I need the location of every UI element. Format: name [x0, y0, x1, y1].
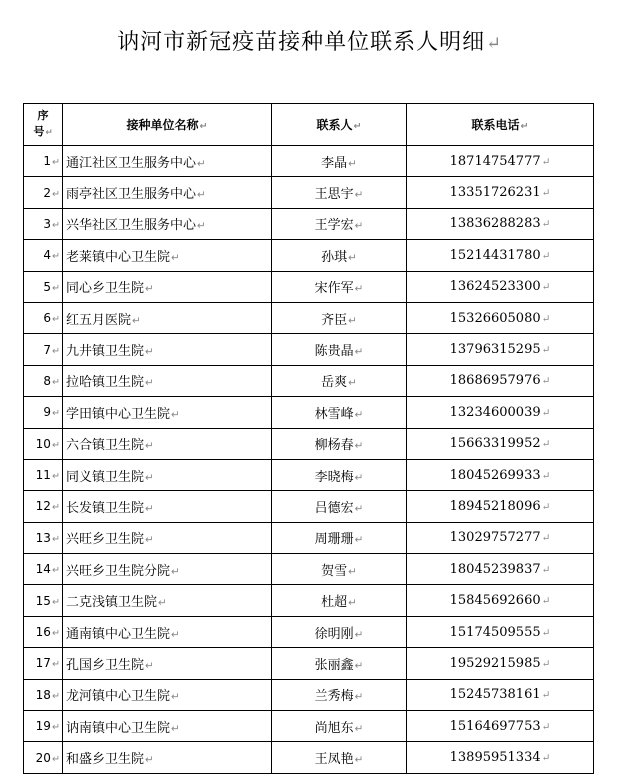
return-mark-icon: ↵ — [353, 121, 362, 132]
table-row — [24, 616, 594, 647]
row-index: 17 — [35, 656, 51, 671]
table-row — [24, 146, 594, 177]
row-contact-person: 孙琪 — [321, 249, 348, 265]
return-mark-icon: ↵ — [51, 753, 60, 765]
row-phone-number: 13895951334 — [449, 750, 541, 766]
return-mark-icon: ↵ — [171, 628, 180, 641]
row-unit-name-cell — [63, 177, 272, 208]
return-mark-icon: ↵ — [51, 157, 60, 169]
row-phone-number-cell — [407, 428, 594, 459]
row-unit-name-cell — [63, 302, 272, 333]
row-phone-number-cell — [407, 711, 594, 742]
row-unit-name-cell — [63, 522, 272, 553]
row-index-cell — [24, 522, 63, 553]
return-mark-icon: ↵ — [348, 597, 357, 610]
row-phone-number: 15245738161 — [449, 687, 541, 703]
row-phone-number-cell — [407, 240, 594, 271]
table-row — [24, 334, 594, 365]
table-row — [24, 491, 594, 522]
return-mark-icon: ↵ — [348, 377, 357, 390]
row-unit-name-cell — [63, 554, 272, 585]
row-phone-number-cell — [407, 271, 594, 302]
row-contact-person: 岳爽 — [321, 375, 348, 391]
row-index: 15 — [35, 593, 51, 608]
row-unit-name: 兴华社区卫生服务中心 — [66, 218, 197, 234]
return-mark-icon: ↵ — [348, 565, 357, 578]
return-mark-icon: ↵ — [541, 249, 551, 262]
return-mark-icon: ↵ — [541, 406, 551, 419]
table-row — [24, 365, 594, 396]
row-index: 14 — [35, 562, 51, 577]
row-contact-person: 宋作军 — [314, 281, 354, 297]
return-mark-icon: ↵ — [171, 565, 180, 578]
row-unit-name-cell — [63, 428, 272, 459]
row-index: 7 — [43, 342, 51, 357]
row-unit-name-cell — [63, 742, 272, 773]
return-mark-icon: ↵ — [51, 251, 60, 263]
row-phone-number-cell — [407, 397, 594, 428]
row-index-cell — [24, 491, 63, 522]
header-unit-text: 接种单位名称 — [126, 118, 199, 132]
return-mark-icon: ↵ — [197, 157, 206, 170]
row-unit-name: 红五月医院 — [66, 312, 132, 328]
row-phone-number-cell — [407, 554, 594, 585]
return-mark-icon: ↵ — [145, 377, 154, 390]
header-phone-text: 联系电话 — [471, 118, 520, 132]
return-mark-icon: ↵ — [354, 346, 364, 359]
row-unit-name: 二克浅镇卫生院 — [66, 595, 158, 611]
header-unit — [63, 104, 272, 146]
row-unit-name-cell — [63, 146, 272, 177]
return-mark-icon: ↵ — [171, 408, 180, 421]
row-phone-number-cell — [407, 302, 594, 333]
row-contact-person: 李晓梅 — [314, 469, 354, 485]
row-phone-number: 18945218096 — [449, 498, 541, 514]
return-mark-icon: ↵ — [145, 754, 154, 767]
row-unit-name: 兴旺乡卫生院分院 — [66, 563, 171, 579]
row-phone-number-cell — [407, 146, 594, 177]
row-unit-name: 长发镇卫生院 — [66, 500, 145, 516]
row-index: 18 — [35, 687, 51, 702]
row-contact-person-cell — [272, 271, 407, 302]
row-contact-person-cell — [272, 240, 407, 271]
return-mark-icon: ↵ — [51, 690, 60, 702]
table-row — [24, 554, 594, 585]
row-phone-number: 13624523300 — [449, 279, 541, 295]
row-index: 8 — [43, 373, 51, 388]
row-contact-person-cell — [272, 459, 407, 490]
row-index: 4 — [43, 248, 51, 263]
header-index — [24, 104, 63, 146]
row-contact-person-cell — [272, 522, 407, 553]
row-contact-person: 张丽鑫 — [314, 657, 354, 673]
header-phone — [407, 104, 594, 146]
row-index: 6 — [43, 311, 51, 326]
row-contact-person-cell — [272, 177, 407, 208]
return-mark-icon: ↵ — [51, 219, 60, 231]
return-mark-icon: ↵ — [541, 595, 551, 608]
return-mark-icon: ↵ — [199, 121, 208, 132]
row-index: 13 — [35, 530, 51, 545]
return-mark-icon: ↵ — [354, 691, 364, 704]
return-mark-icon: ↵ — [51, 471, 60, 483]
return-mark-icon: ↵ — [51, 439, 60, 451]
return-mark-icon: ↵ — [171, 722, 180, 735]
row-phone-number: 19529215985 — [449, 655, 541, 671]
row-contact-person-cell — [272, 711, 407, 742]
return-mark-icon: ↵ — [541, 626, 551, 639]
row-unit-name-cell — [63, 585, 272, 616]
return-mark-icon: ↵ — [541, 312, 551, 325]
row-unit-name-cell — [63, 240, 272, 271]
return-mark-icon: ↵ — [486, 34, 502, 54]
return-mark-icon: ↵ — [541, 438, 551, 451]
row-contact-person-cell — [272, 585, 407, 616]
return-mark-icon: ↵ — [45, 128, 53, 138]
row-unit-name: 六合镇卫生院 — [66, 438, 145, 454]
return-mark-icon: ↵ — [541, 344, 551, 357]
row-phone-number: 13796315295 — [449, 342, 541, 358]
row-contact-person: 王凤艳 — [314, 752, 354, 768]
return-mark-icon: ↵ — [354, 502, 364, 515]
row-phone-number-cell — [407, 742, 594, 773]
row-index: 5 — [43, 279, 51, 294]
row-unit-name-cell — [63, 491, 272, 522]
row-index: 2 — [43, 185, 51, 200]
return-mark-icon: ↵ — [51, 659, 60, 671]
return-mark-icon: ↵ — [541, 752, 551, 765]
return-mark-icon: ↵ — [541, 375, 551, 388]
row-unit-name: 同心乡卫生院 — [66, 281, 145, 297]
row-contact-person-cell — [272, 554, 407, 585]
return-mark-icon: ↵ — [145, 502, 154, 515]
row-index-cell — [24, 742, 63, 773]
row-unit-name-cell — [63, 459, 272, 490]
row-phone-number: 15326605080 — [449, 310, 541, 326]
row-index-cell — [24, 302, 63, 333]
row-contact-person-cell — [272, 679, 407, 710]
return-mark-icon: ↵ — [51, 502, 60, 514]
row-phone-number-cell — [407, 459, 594, 490]
row-contact-person: 柳杨春 — [314, 438, 354, 454]
row-phone-number: 15174509555 — [449, 624, 541, 640]
return-mark-icon: ↵ — [171, 691, 180, 704]
row-unit-name-cell — [63, 648, 272, 679]
row-phone-number-cell — [407, 334, 594, 365]
return-mark-icon: ↵ — [158, 597, 167, 610]
row-index-cell — [24, 271, 63, 302]
row-contact-person: 王思宇 — [314, 187, 354, 203]
return-mark-icon: ↵ — [51, 408, 60, 420]
row-phone-number-cell — [407, 648, 594, 679]
return-mark-icon: ↵ — [145, 346, 154, 359]
return-mark-icon: ↵ — [197, 189, 206, 202]
return-mark-icon: ↵ — [541, 500, 551, 513]
return-mark-icon: ↵ — [348, 157, 357, 170]
row-index-cell — [24, 616, 63, 647]
header-index-line2: 号 — [33, 125, 45, 138]
row-contact-person-cell — [272, 491, 407, 522]
table-row — [24, 711, 594, 742]
return-mark-icon: ↵ — [51, 282, 60, 294]
table-row — [24, 648, 594, 679]
return-mark-icon: ↵ — [354, 659, 364, 672]
return-mark-icon: ↵ — [197, 220, 206, 233]
return-mark-icon: ↵ — [51, 722, 60, 734]
row-index: 9 — [43, 405, 51, 420]
header-contact-text: 联系人 — [316, 118, 353, 132]
return-mark-icon: ↵ — [354, 722, 364, 735]
table-row — [24, 459, 594, 490]
return-mark-icon: ↵ — [348, 314, 357, 327]
row-unit-name: 九井镇卫生院 — [66, 344, 145, 360]
row-phone-number-cell — [407, 522, 594, 553]
row-phone-number: 18714754777 — [449, 153, 541, 169]
header-index-line1: 序 — [37, 109, 49, 122]
return-mark-icon: ↵ — [132, 314, 141, 327]
return-mark-icon: ↵ — [541, 563, 551, 576]
table-row — [24, 522, 594, 553]
return-mark-icon: ↵ — [541, 218, 551, 231]
return-mark-icon: ↵ — [171, 251, 180, 264]
row-phone-number-cell — [407, 208, 594, 239]
row-unit-name: 通南镇中心卫生院 — [66, 626, 171, 642]
row-phone-number-cell — [407, 491, 594, 522]
row-phone-number: 15845692660 — [449, 593, 541, 609]
row-index-cell — [24, 648, 63, 679]
row-index-cell — [24, 428, 63, 459]
return-mark-icon: ↵ — [354, 283, 364, 296]
row-unit-name: 龙河镇中心卫生院 — [66, 689, 171, 705]
row-index: 16 — [35, 625, 51, 640]
table-row — [24, 271, 594, 302]
row-index-cell — [24, 334, 63, 365]
row-unit-name: 通江社区卫生服务中心 — [66, 155, 197, 171]
row-contact-person: 徐明刚 — [314, 626, 354, 642]
row-contact-person: 周珊珊 — [314, 532, 354, 548]
return-mark-icon: ↵ — [51, 188, 60, 200]
return-mark-icon: ↵ — [51, 565, 60, 577]
table-row — [24, 428, 594, 459]
row-index-cell — [24, 459, 63, 490]
row-index-cell — [24, 397, 63, 428]
return-mark-icon: ↵ — [541, 281, 551, 294]
table-body — [24, 146, 594, 774]
row-contact-person: 齐臣 — [321, 312, 348, 328]
document-title — [0, 28, 619, 59]
table-row — [24, 177, 594, 208]
return-mark-icon: ↵ — [541, 155, 551, 168]
table-row — [24, 208, 594, 239]
return-mark-icon: ↵ — [348, 251, 357, 264]
table-row — [24, 302, 594, 333]
row-unit-name: 老莱镇中心卫生院 — [66, 249, 171, 265]
row-phone-number: 13836288283 — [449, 216, 541, 232]
row-index: 20 — [35, 750, 51, 765]
return-mark-icon: ↵ — [51, 628, 60, 640]
return-mark-icon: ↵ — [145, 534, 154, 547]
row-contact-person: 李晶 — [321, 155, 348, 171]
row-phone-number: 13029757277 — [449, 530, 541, 546]
row-index: 3 — [43, 216, 51, 231]
row-index: 11 — [35, 468, 51, 483]
row-unit-name-cell — [63, 679, 272, 710]
return-mark-icon: ↵ — [354, 628, 364, 641]
row-unit-name: 学田镇中心卫生院 — [66, 406, 171, 422]
return-mark-icon: ↵ — [354, 534, 364, 547]
row-unit-name-cell — [63, 334, 272, 365]
row-phone-number-cell — [407, 616, 594, 647]
row-index-cell — [24, 679, 63, 710]
row-index-cell — [24, 585, 63, 616]
row-contact-person-cell — [272, 334, 407, 365]
row-contact-person-cell — [272, 742, 407, 773]
row-phone-number: 13351726231 — [449, 185, 541, 201]
row-contact-person-cell — [272, 616, 407, 647]
return-mark-icon: ↵ — [541, 187, 551, 200]
row-phone-number-cell — [407, 365, 594, 396]
contact-table — [23, 103, 594, 774]
return-mark-icon: ↵ — [354, 220, 364, 233]
return-mark-icon: ↵ — [354, 754, 364, 767]
return-mark-icon: ↵ — [51, 345, 60, 357]
row-contact-person: 陈贵晶 — [314, 344, 354, 360]
table-row — [24, 585, 594, 616]
row-index-cell — [24, 177, 63, 208]
return-mark-icon: ↵ — [145, 659, 154, 672]
row-phone-number: 18045239837 — [449, 561, 541, 577]
row-unit-name-cell — [63, 711, 272, 742]
return-mark-icon: ↵ — [541, 657, 551, 670]
row-phone-number: 15214431780 — [449, 247, 541, 263]
row-phone-number-cell — [407, 585, 594, 616]
row-index: 1 — [43, 154, 51, 169]
row-unit-name: 兴旺乡卫生院 — [66, 532, 145, 548]
row-phone-number-cell — [407, 679, 594, 710]
row-index: 19 — [35, 719, 51, 734]
row-contact-person: 林雪峰 — [314, 406, 354, 422]
return-mark-icon: ↵ — [51, 376, 60, 388]
return-mark-icon: ↵ — [145, 283, 154, 296]
row-phone-number: 13234600039 — [449, 404, 541, 420]
row-index: 12 — [35, 499, 51, 514]
return-mark-icon: ↵ — [541, 469, 551, 482]
row-unit-name: 孔国乡卫生院 — [66, 657, 145, 673]
row-contact-person-cell — [272, 648, 407, 679]
row-contact-person: 王学宏 — [314, 218, 354, 234]
return-mark-icon: ↵ — [541, 689, 551, 702]
row-unit-name-cell — [63, 208, 272, 239]
row-unit-name: 雨亭社区卫生服务中心 — [66, 187, 197, 203]
row-unit-name-cell — [63, 616, 272, 647]
row-phone-number: 18686957976 — [449, 373, 541, 389]
return-mark-icon: ↵ — [541, 532, 551, 545]
row-phone-number: 15164697753 — [449, 718, 541, 734]
table-header-row — [24, 104, 594, 146]
row-index: 10 — [35, 436, 51, 451]
row-index-cell — [24, 365, 63, 396]
row-contact-person-cell — [272, 428, 407, 459]
return-mark-icon: ↵ — [51, 314, 60, 326]
row-contact-person: 尚旭东 — [314, 720, 354, 736]
row-unit-name: 拉哈镇卫生院 — [66, 375, 145, 391]
row-contact-person: 吕德宏 — [314, 500, 354, 516]
row-contact-person-cell — [272, 146, 407, 177]
return-mark-icon: ↵ — [354, 189, 364, 202]
row-unit-name: 和盛乡卫生院 — [66, 752, 145, 768]
return-mark-icon: ↵ — [51, 596, 60, 608]
table-row — [24, 240, 594, 271]
row-unit-name-cell — [63, 397, 272, 428]
row-unit-name-cell — [63, 365, 272, 396]
row-phone-number-cell — [407, 177, 594, 208]
row-phone-number: 15663319952 — [449, 436, 541, 452]
return-mark-icon: ↵ — [354, 408, 364, 421]
row-contact-person-cell — [272, 365, 407, 396]
header-contact — [272, 104, 407, 146]
table-row — [24, 397, 594, 428]
row-contact-person: 兰秀梅 — [314, 689, 354, 705]
row-contact-person-cell — [272, 397, 407, 428]
return-mark-icon: ↵ — [51, 533, 60, 545]
row-index-cell — [24, 240, 63, 271]
row-contact-person: 杜超 — [321, 595, 348, 611]
row-index-cell — [24, 146, 63, 177]
table-row — [24, 742, 594, 773]
row-unit-name-cell — [63, 271, 272, 302]
return-mark-icon: ↵ — [354, 440, 364, 453]
row-phone-number: 18045269933 — [449, 467, 541, 483]
row-contact-person-cell — [272, 208, 407, 239]
return-mark-icon: ↵ — [145, 440, 154, 453]
row-unit-name: 同义镇卫生院 — [66, 469, 145, 485]
return-mark-icon: ↵ — [354, 471, 364, 484]
row-index-cell — [24, 711, 63, 742]
return-mark-icon: ↵ — [145, 471, 154, 484]
return-mark-icon: ↵ — [541, 720, 551, 733]
row-index-cell — [24, 208, 63, 239]
row-contact-person: 贺雪 — [321, 563, 348, 579]
row-contact-person-cell — [272, 302, 407, 333]
row-unit-name: 讷南镇中心卫生院 — [66, 720, 171, 736]
row-index-cell — [24, 554, 63, 585]
return-mark-icon: ↵ — [520, 121, 529, 132]
table-row — [24, 679, 594, 710]
document-title-text: 讷河市新冠疫苗接种单位联系人明细 — [117, 30, 486, 55]
